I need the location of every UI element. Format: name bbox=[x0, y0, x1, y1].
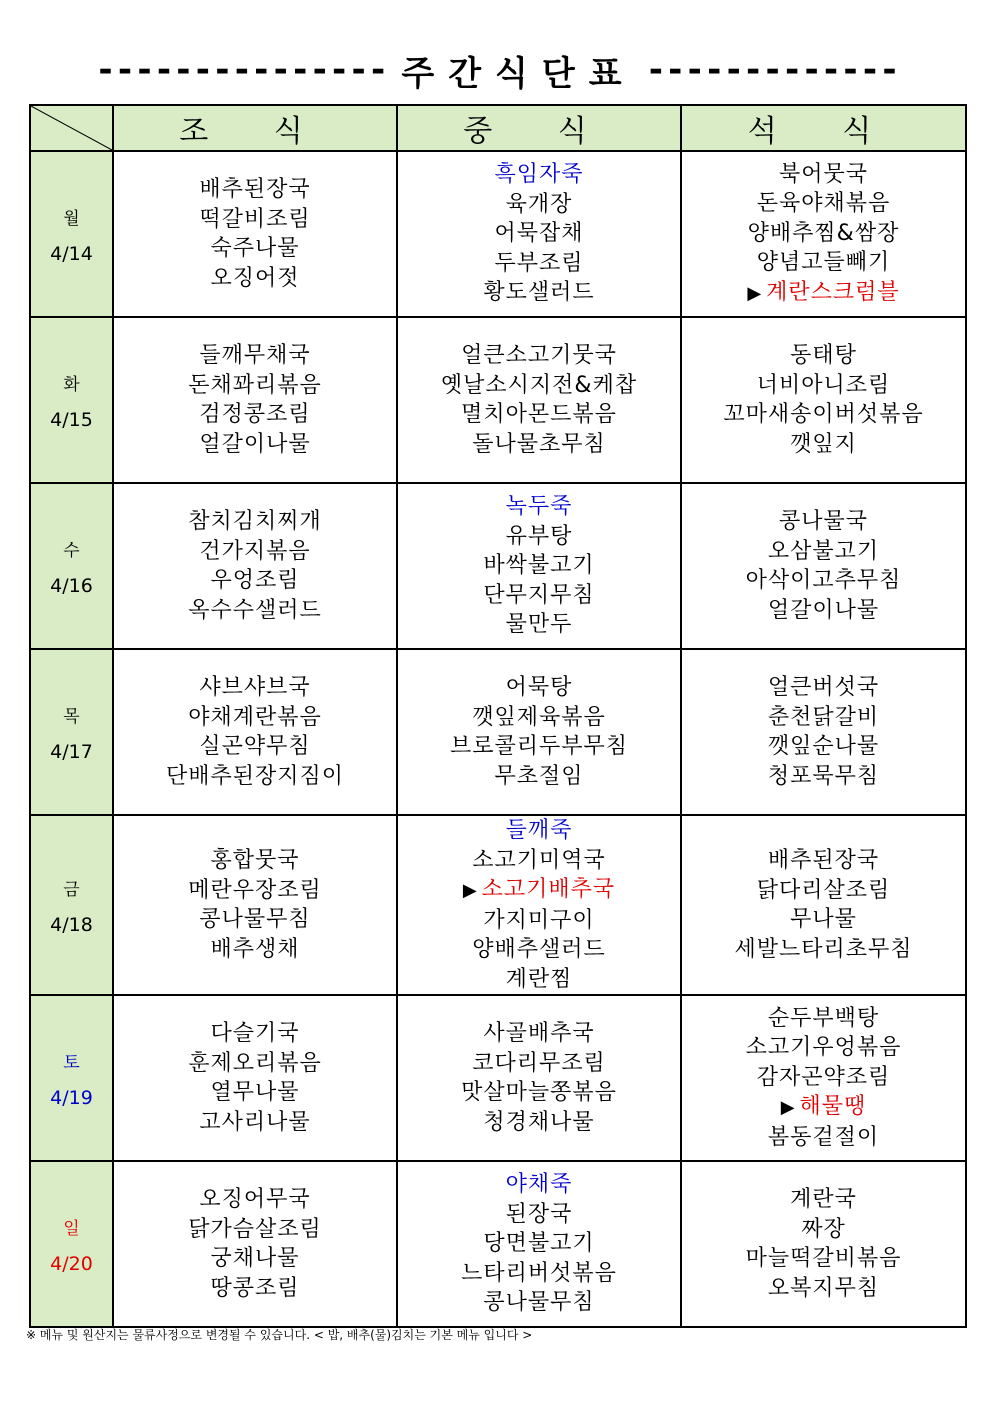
menu-item bbox=[114, 566, 396, 596]
menu-item bbox=[114, 1215, 396, 1245]
menu-item-text: 참치김치찌개 bbox=[188, 509, 322, 534]
menu-item-text: 소고기미역국 bbox=[472, 847, 606, 873]
day-row bbox=[30, 995, 966, 1161]
menu-item-text: 오복지무침 bbox=[767, 1275, 880, 1301]
menu-item-text: 다슬기국 bbox=[210, 1021, 300, 1046]
menu-item-text: 야채계란볶음 bbox=[188, 704, 322, 730]
menu-item-text: 배추된장국 bbox=[767, 848, 880, 873]
day-cell bbox=[30, 649, 113, 815]
menu-item-text: 단배추된장지짐이 bbox=[165, 763, 345, 789]
menu-item-text: 된장국 bbox=[505, 1201, 573, 1227]
menu-item bbox=[114, 1185, 396, 1215]
menu-item bbox=[114, 234, 396, 264]
day-cell bbox=[30, 483, 113, 649]
menu-item bbox=[682, 1274, 965, 1304]
dinner-cell bbox=[681, 1161, 966, 1327]
menu-item bbox=[682, 673, 965, 703]
menu-item-list bbox=[114, 175, 396, 293]
menu-item-text: 콩나물무침 bbox=[199, 907, 311, 932]
menu-item-text: 훈제오리볶음 bbox=[188, 1050, 322, 1076]
menu-item bbox=[114, 537, 396, 567]
menu-item bbox=[398, 190, 680, 220]
menu-item-text: 계란스크럼블 bbox=[766, 279, 900, 305]
day-row bbox=[30, 815, 966, 995]
menu-item-text: 양배추샐러드 bbox=[472, 937, 606, 962]
menu-item-list bbox=[398, 160, 680, 308]
menu-item bbox=[682, 278, 965, 309]
menu-item bbox=[114, 1274, 396, 1304]
menu-item bbox=[398, 430, 680, 460]
menu-item bbox=[114, 507, 396, 537]
menu-item-text: 들깨무채국 bbox=[199, 343, 311, 368]
menu-item-text: 무초절임 bbox=[494, 763, 584, 789]
lunch-cell bbox=[397, 995, 681, 1161]
menu-item-text: 육개장 bbox=[505, 191, 573, 217]
menu-item bbox=[398, 1019, 680, 1049]
menu-item bbox=[682, 1215, 965, 1245]
menu-item-list bbox=[682, 507, 965, 625]
menu-item bbox=[398, 1259, 680, 1289]
menu-item-text: 땅콩조림 bbox=[210, 1275, 300, 1301]
menu-item bbox=[398, 1200, 680, 1230]
menu-item-text: 흑임자죽 bbox=[494, 162, 584, 188]
day-date: 4/20 bbox=[50, 1252, 93, 1275]
header-lunch: 중 식 bbox=[397, 105, 681, 151]
menu-item-list bbox=[398, 341, 680, 459]
menu-item bbox=[682, 905, 965, 935]
arrow-icon: ▶ bbox=[747, 282, 763, 304]
menu-item-text: 짜장 bbox=[801, 1216, 846, 1242]
lunch-cell bbox=[397, 483, 681, 649]
menu-item-text: 열무나물 bbox=[210, 1080, 300, 1105]
menu-item bbox=[682, 537, 965, 567]
menu-item-text: 깻잎순나물 bbox=[767, 734, 880, 759]
menu-item-text: 실곤약무침 bbox=[199, 734, 311, 759]
menu-item-text: 얼갈이나물 bbox=[199, 431, 311, 457]
menu-item bbox=[398, 400, 680, 430]
menu-item bbox=[398, 816, 680, 846]
menu-item bbox=[682, 566, 965, 596]
menu-item bbox=[682, 935, 965, 965]
menu-item-text: 떡갈비조림 bbox=[199, 206, 311, 232]
menu-item-text: 검정콩조림 bbox=[199, 402, 311, 427]
day-cell bbox=[30, 317, 113, 483]
menu-item bbox=[114, 732, 396, 762]
menu-item-text: 맛살마늘쫑볶음 bbox=[461, 1080, 617, 1105]
menu-item bbox=[398, 1108, 680, 1138]
menu-item bbox=[398, 1049, 680, 1079]
menu-item bbox=[398, 341, 680, 371]
menu-item bbox=[398, 1229, 680, 1259]
menu-item-text: 청경채나물 bbox=[483, 1109, 595, 1135]
title-dashes-right: ------------- bbox=[645, 50, 899, 90]
menu-item-text: 꼬마새송이버섯볶음 bbox=[723, 402, 924, 427]
dinner-cell bbox=[681, 317, 966, 483]
menu-item-text: 얼큰버섯국 bbox=[767, 675, 880, 700]
menu-item-list bbox=[114, 846, 396, 964]
menu-item-text: 해물땡 bbox=[799, 1094, 867, 1120]
menu-item-text: 고사리나물 bbox=[199, 1109, 311, 1135]
menu-item-text: 오징어젓 bbox=[210, 265, 300, 291]
menu-item bbox=[398, 875, 680, 906]
dinner-cell bbox=[681, 995, 966, 1161]
arrow-icon: ▶ bbox=[780, 1097, 796, 1119]
menu-item bbox=[114, 905, 396, 935]
breakfast-cell bbox=[113, 995, 397, 1161]
menu-item-text: 배추생채 bbox=[210, 936, 300, 962]
menu-item bbox=[398, 1170, 680, 1200]
menu-item bbox=[398, 906, 680, 936]
day-date: 4/18 bbox=[50, 913, 93, 936]
menu-item bbox=[682, 400, 965, 430]
menu-item-text: 돌나물초무침 bbox=[472, 431, 606, 457]
menu-item-text: 무나물 bbox=[790, 907, 857, 932]
menu-item-text: 당면불고기 bbox=[483, 1231, 595, 1257]
menu-item-text: 단무지무침 bbox=[483, 582, 595, 608]
menu-item bbox=[398, 219, 680, 249]
menu-item-text: 감자곤약조림 bbox=[756, 1064, 891, 1090]
menu-item-text: 두부조림 bbox=[494, 250, 584, 276]
menu-item-text: 콩나물무침 bbox=[483, 1290, 595, 1316]
menu-item bbox=[682, 1033, 965, 1063]
dinner-cell bbox=[681, 151, 966, 317]
day-cell bbox=[30, 815, 113, 995]
lunch-cell bbox=[397, 649, 681, 815]
menu-item-text: 홍합뭇국 bbox=[210, 848, 300, 873]
dinner-cell bbox=[681, 483, 966, 649]
menu-item-text: 옛날소시지전&케찹 bbox=[440, 372, 638, 398]
menu-item-text: 메란우장조림 bbox=[188, 877, 322, 903]
day-name: 금 bbox=[63, 879, 80, 900]
menu-item bbox=[114, 846, 396, 876]
menu-item bbox=[398, 673, 680, 703]
menu-item bbox=[682, 219, 965, 249]
footer-note: ※ 메뉴 및 원산지는 물류사정으로 변경될 수 있습니다. < 밥, 배추(물)김치는 기본 메뉴 입니다 > bbox=[26, 1328, 533, 1342]
menu-title bbox=[28, 40, 966, 100]
lunch-cell bbox=[397, 815, 681, 995]
day-row bbox=[30, 1161, 966, 1327]
menu-item bbox=[682, 1244, 965, 1274]
day-date: 4/15 bbox=[50, 408, 93, 431]
menu-item-list bbox=[682, 846, 965, 964]
title-dashes-left: --------------- bbox=[95, 50, 388, 90]
menu-item-text: 브로콜리두부무침 bbox=[449, 734, 629, 759]
menu-item bbox=[398, 846, 680, 876]
lunch-cell bbox=[397, 151, 681, 317]
menu-item bbox=[682, 248, 965, 278]
menu-item-text: 어묵탕 bbox=[505, 675, 573, 700]
menu-item-text: 돈육야채볶음 bbox=[756, 191, 891, 217]
day-date: 4/19 bbox=[50, 1086, 93, 1109]
day-row bbox=[30, 151, 966, 317]
menu-item bbox=[114, 1049, 396, 1079]
menu-item bbox=[398, 610, 680, 640]
header-dinner: 석 식 bbox=[681, 105, 966, 151]
menu-item bbox=[114, 935, 396, 965]
breakfast-cell bbox=[113, 649, 397, 815]
menu-item bbox=[398, 581, 680, 611]
lunch-cell bbox=[397, 1161, 681, 1327]
menu-item-text: 양념고들빼기 bbox=[756, 250, 891, 276]
weekly-menu-table bbox=[29, 104, 967, 1328]
menu-item bbox=[114, 400, 396, 430]
menu-item-text: 닭다리살조림 bbox=[756, 877, 891, 903]
menu-body bbox=[30, 151, 966, 1327]
menu-item-text: 마늘떡갈비볶음 bbox=[745, 1246, 902, 1271]
menu-item-text: 오삼불고기 bbox=[767, 538, 880, 564]
day-row bbox=[30, 649, 966, 815]
breakfast-cell bbox=[113, 815, 397, 995]
arrow-icon: ▶ bbox=[462, 880, 478, 901]
menu-item-text: 콩나물국 bbox=[778, 509, 868, 534]
menu-item bbox=[682, 596, 965, 626]
menu-item bbox=[114, 430, 396, 460]
menu-item bbox=[114, 1078, 396, 1108]
menu-item-text: 깻잎지 bbox=[790, 431, 857, 457]
menu-item bbox=[114, 596, 396, 626]
menu-item bbox=[682, 1092, 965, 1123]
menu-item bbox=[398, 160, 680, 190]
menu-item bbox=[682, 341, 965, 371]
day-name: 월 bbox=[63, 208, 80, 229]
menu-item-list bbox=[682, 673, 965, 791]
corner-cell bbox=[30, 105, 113, 151]
menu-item bbox=[682, 160, 965, 190]
menu-item bbox=[398, 732, 680, 762]
menu-item bbox=[114, 205, 396, 235]
day-name: 일 bbox=[63, 1218, 80, 1239]
menu-item bbox=[682, 1123, 965, 1153]
day-cell bbox=[30, 995, 113, 1161]
menu-item bbox=[114, 341, 396, 371]
menu-item-list bbox=[114, 341, 396, 459]
menu-item-text: 너비아니조림 bbox=[756, 372, 891, 398]
menu-item-text: 동태탕 bbox=[790, 343, 857, 368]
day-name: 수 bbox=[63, 540, 80, 561]
menu-item bbox=[682, 876, 965, 906]
menu-item bbox=[398, 522, 680, 552]
day-name: 목 bbox=[63, 706, 80, 727]
breakfast-cell bbox=[113, 483, 397, 649]
menu-item-text: 야채죽 bbox=[505, 1172, 573, 1198]
menu-item bbox=[682, 703, 965, 733]
menu-item bbox=[682, 371, 965, 401]
menu-item-text: 코다리무조림 bbox=[472, 1050, 606, 1076]
day-row bbox=[30, 483, 966, 649]
breakfast-cell bbox=[113, 1161, 397, 1327]
menu-item-list bbox=[682, 1185, 965, 1303]
menu-item-text: 닭가슴살조림 bbox=[188, 1216, 322, 1242]
day-name: 화 bbox=[63, 374, 80, 395]
menu-item bbox=[114, 1244, 396, 1274]
menu-item-text: 소고기배추국 bbox=[481, 877, 616, 902]
menu-item bbox=[398, 935, 680, 965]
menu-item-list bbox=[398, 816, 680, 994]
menu-item-list bbox=[398, 1170, 680, 1318]
menu-item bbox=[682, 1063, 965, 1093]
day-name: 토 bbox=[63, 1052, 80, 1073]
diagonal-divider bbox=[31, 106, 112, 150]
menu-item bbox=[114, 762, 396, 792]
menu-item bbox=[398, 278, 680, 308]
day-cell bbox=[30, 151, 113, 317]
menu-item-text: 얼큰소고기뭇국 bbox=[461, 343, 617, 368]
day-row bbox=[30, 317, 966, 483]
menu-item-text: 옥수수샐러드 bbox=[188, 597, 322, 623]
day-date: 4/14 bbox=[50, 242, 93, 265]
menu-item bbox=[398, 703, 680, 733]
menu-item-list bbox=[682, 160, 965, 309]
menu-item bbox=[114, 175, 396, 205]
menu-item bbox=[398, 1288, 680, 1318]
menu-item-text: 가지미구이 bbox=[483, 907, 595, 933]
header-breakfast: 조 식 bbox=[113, 105, 397, 151]
menu-item-text: 멸치아몬드볶음 bbox=[461, 402, 617, 427]
menu-item bbox=[682, 762, 965, 792]
menu-item-text: 북어뭇국 bbox=[778, 161, 868, 187]
menu-item-text: 물만두 bbox=[505, 612, 573, 638]
menu-item-list bbox=[114, 673, 396, 791]
menu-item-text: 봄동겉절이 bbox=[767, 1124, 880, 1150]
menu-item bbox=[398, 249, 680, 279]
day-date: 4/17 bbox=[50, 740, 93, 763]
menu-item bbox=[114, 876, 396, 906]
menu-item bbox=[398, 492, 680, 522]
menu-item bbox=[398, 1078, 680, 1108]
menu-item bbox=[114, 1019, 396, 1049]
menu-item bbox=[682, 189, 965, 219]
menu-item-list bbox=[682, 341, 965, 459]
dinner-cell bbox=[681, 815, 966, 995]
menu-item bbox=[682, 732, 965, 762]
menu-item bbox=[398, 965, 680, 995]
menu-item bbox=[398, 551, 680, 581]
menu-item-text: 오징어무국 bbox=[199, 1187, 311, 1212]
menu-item-text: 아삭이고추무침 bbox=[745, 568, 902, 593]
menu-item-text: 궁채나물 bbox=[210, 1246, 300, 1271]
menu-item-text: 유부탕 bbox=[505, 523, 573, 549]
menu-item bbox=[398, 762, 680, 792]
menu-item-text: 느타리버섯볶음 bbox=[461, 1260, 617, 1286]
menu-item-text: 계란국 bbox=[790, 1187, 857, 1212]
page-title: 주간식단표 bbox=[401, 53, 636, 94]
menu-item-text: 바싹불고기 bbox=[483, 553, 595, 579]
menu-item-text: 배추된장국 bbox=[199, 177, 311, 202]
menu-item-text: 세발느타리초무침 bbox=[734, 936, 913, 962]
menu-item-list bbox=[114, 1019, 396, 1137]
menu-item-list bbox=[114, 1185, 396, 1303]
menu-item bbox=[682, 507, 965, 537]
menu-item bbox=[114, 371, 396, 401]
breakfast-cell bbox=[113, 317, 397, 483]
menu-item-list bbox=[398, 673, 680, 791]
lunch-cell bbox=[397, 317, 681, 483]
menu-item-text: 얼갈이나물 bbox=[767, 597, 880, 623]
menu-item-text: 숙주나물 bbox=[210, 236, 300, 261]
menu-item-list bbox=[682, 1004, 965, 1153]
menu-item-text: 들깨죽 bbox=[505, 818, 573, 843]
menu-item-list bbox=[398, 1019, 680, 1137]
menu-item-text: 깻잎제육볶음 bbox=[472, 704, 606, 730]
day-date: 4/16 bbox=[50, 574, 93, 597]
breakfast-cell bbox=[113, 151, 397, 317]
menu-item bbox=[114, 703, 396, 733]
menu-item bbox=[682, 430, 965, 460]
day-cell bbox=[30, 1161, 113, 1327]
menu-item-list bbox=[114, 507, 396, 625]
menu-item-text: 청포묵무침 bbox=[767, 763, 880, 789]
menu-item-text: 사골배추국 bbox=[483, 1021, 595, 1046]
menu-item bbox=[682, 1004, 965, 1034]
menu-item-list bbox=[398, 492, 680, 640]
dinner-cell bbox=[681, 649, 966, 815]
menu-item-text: 소고기우엉볶음 bbox=[745, 1035, 902, 1061]
menu-item-text: 샤브샤브국 bbox=[199, 675, 311, 700]
menu-item-text: 양배추찜&쌈장 bbox=[747, 220, 900, 246]
menu-item bbox=[398, 371, 680, 401]
menu-item-text: 춘천닭갈비 bbox=[767, 704, 880, 730]
menu-item bbox=[114, 264, 396, 294]
menu-item-text: 순두부백탕 bbox=[767, 1005, 880, 1031]
menu-item bbox=[114, 673, 396, 703]
menu-item-text: 녹두죽 bbox=[505, 494, 573, 520]
menu-item-text: 건가지볶음 bbox=[199, 538, 311, 564]
menu-item-text: 계란찜 bbox=[505, 966, 573, 992]
menu-item-text: 어묵잡채 bbox=[494, 221, 584, 247]
header-row bbox=[30, 105, 966, 151]
menu-item-text: 돈채꽈리볶음 bbox=[188, 372, 322, 398]
menu-item-text: 우엉조림 bbox=[210, 568, 300, 593]
menu-item bbox=[682, 846, 965, 876]
menu-item-text: 황도샐러드 bbox=[483, 280, 595, 306]
menu-item bbox=[114, 1108, 396, 1138]
menu-item bbox=[682, 1185, 965, 1215]
